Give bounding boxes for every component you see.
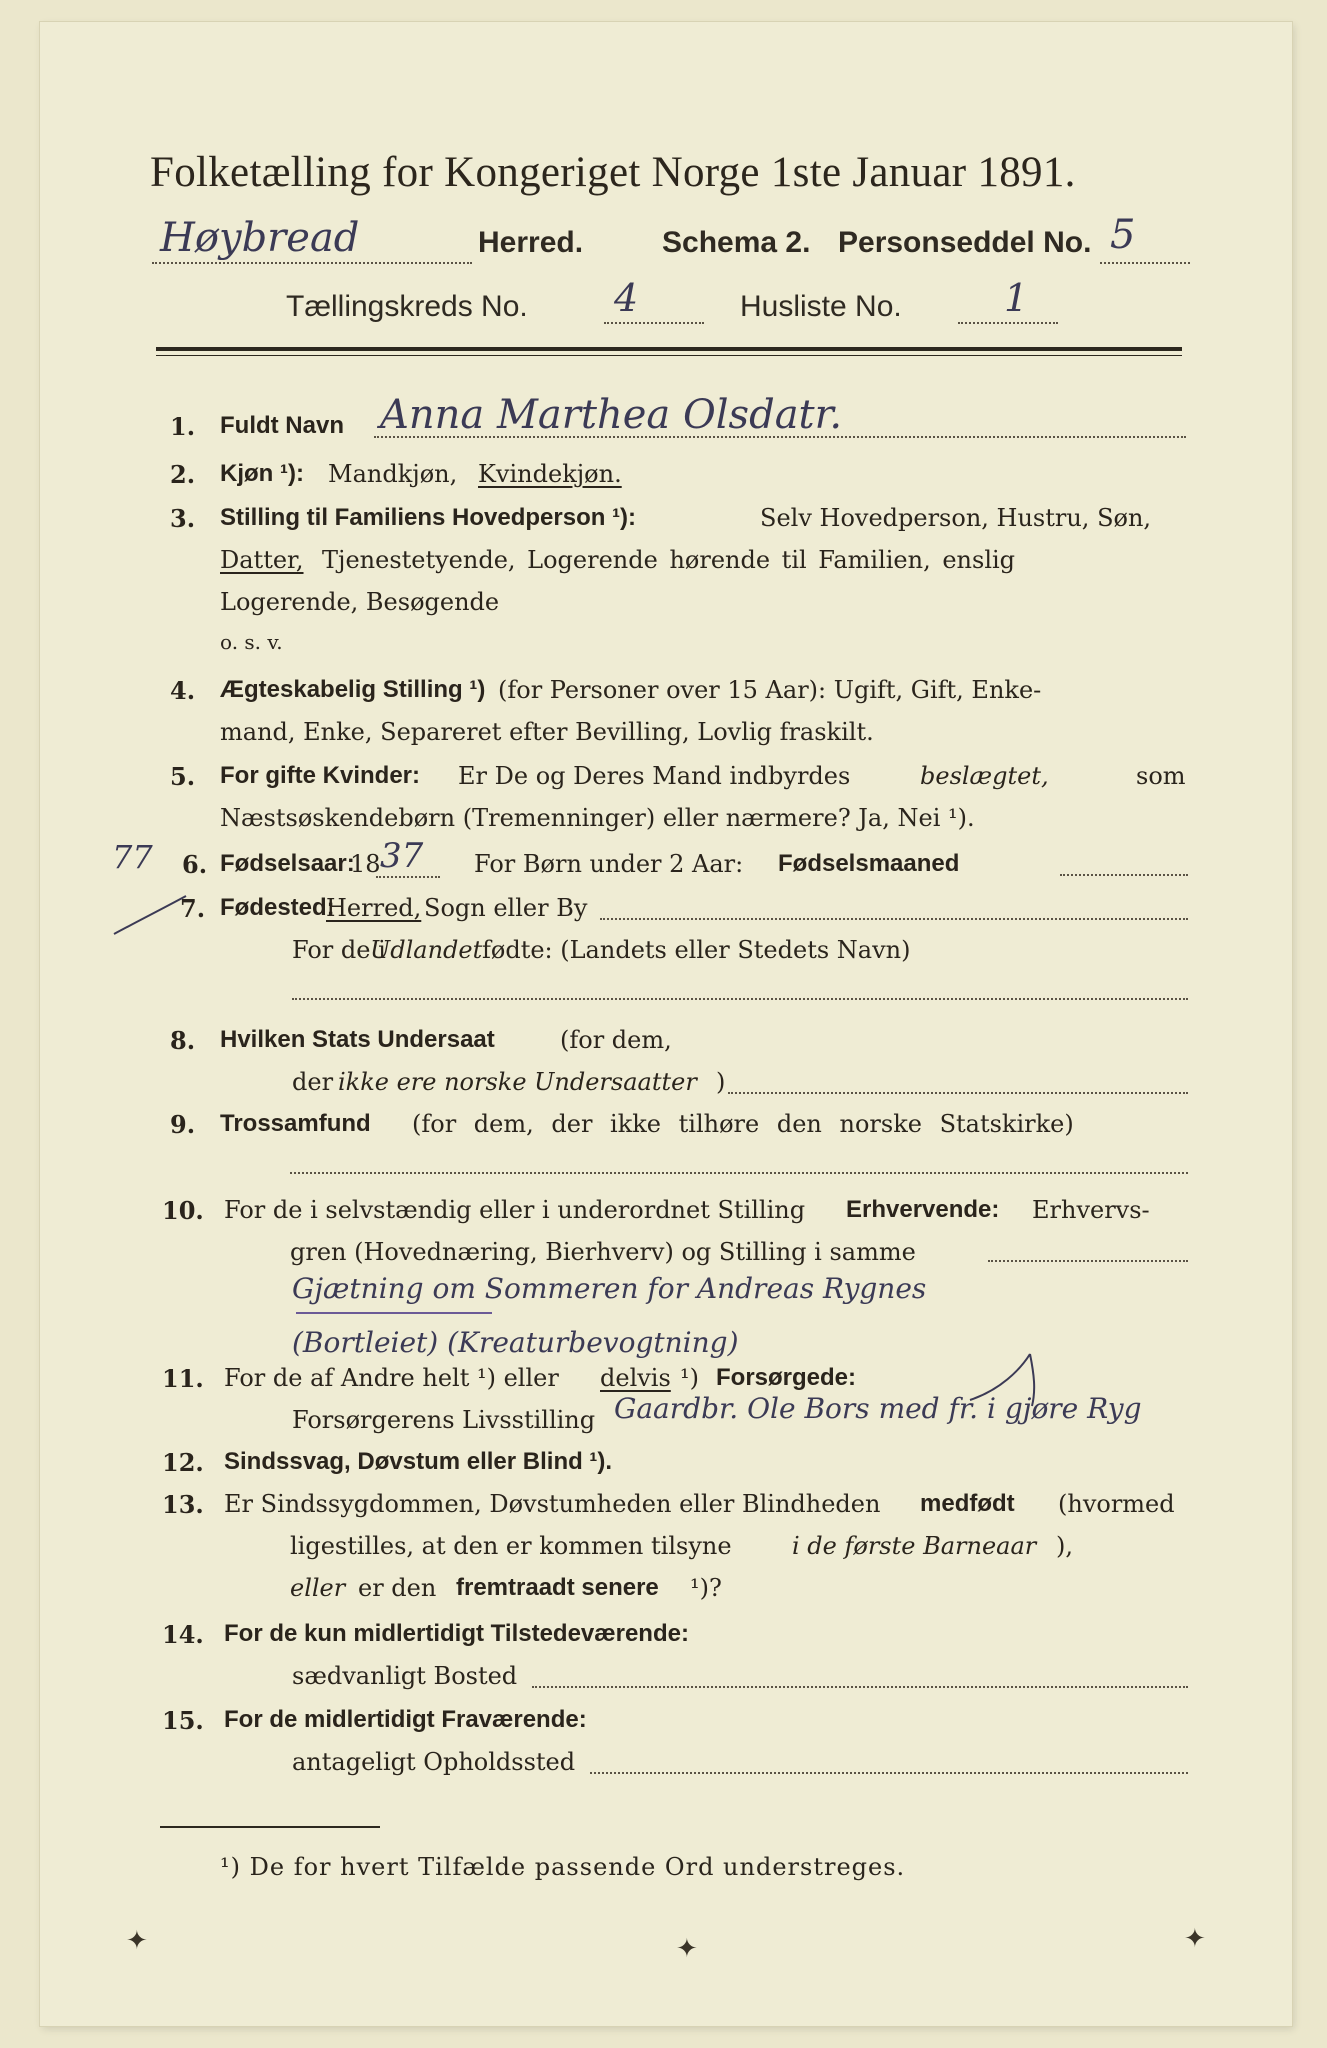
footnote-rule [160,1826,380,1828]
binding-mark-left: ✦ [126,1926,148,1956]
q7-label: Fødested: [220,894,335,921]
q15-number: 15. [162,1706,204,1735]
q7-margin-mark [110,890,190,938]
q5-line1b: beslægtet, [920,762,1049,790]
q2-label: Kjøn ¹): [220,460,304,487]
q3-line1: Selv Hovedperson, Hustru, Søn, [760,504,1152,532]
q11-line1c: Forsørgede: [716,1364,857,1391]
q11-provider-value: Gaardbr. Ole Bors med fr. i gjøre Ryg [614,1392,1142,1425]
husliste-dots [958,322,1058,324]
q7-number: 7. [180,894,206,923]
q6-year-value: 37 [380,836,424,876]
q1-dots [374,436,1186,438]
q6-margin-note: 77 [112,838,153,876]
q1-number: 1. [170,412,196,441]
footnote: ¹) De for hvert Tilfælde passende Ord understreges. [220,1853,906,1881]
q6-year-prefix: 18 [350,850,381,878]
q6-line: For Børn under 2 Aar: [474,850,744,878]
q4-number: 4. [170,676,196,705]
q13-line3c: fremtraadt senere [456,1574,659,1601]
q6-label: Fødselsaar: [220,850,355,877]
binding-mark-right: ✦ [1184,1924,1206,1954]
q13-line2a: ligestilles, at den er kommen tilsyne [290,1532,732,1560]
q14-line2: sædvanligt Bosted [292,1662,518,1690]
q2-option-kvindekjon: Kvindekjøn. [478,460,622,488]
q9-line: (for dem, der ikke tilhøre den norske Statskirke) [412,1110,1074,1138]
q8-number: 8. [170,1026,196,1055]
q10-line1b: Erhvervende: [846,1196,1000,1223]
q5-label: For gifte Kvinder: [220,762,421,789]
q11-number: 11. [162,1364,204,1393]
q9-dots [290,1172,1188,1174]
q10-strike-mark [296,1312,492,1314]
husliste-value: 1 [1004,276,1029,320]
q6-label2: Fødselsmaaned [778,850,960,877]
personseddel-label: Personseddel No. [838,226,1092,259]
herred-dots [152,262,472,264]
kreds-value: 4 [614,276,639,320]
q11-option-delvis: delvis [600,1364,671,1392]
q8-line2a: der [292,1068,334,1096]
q8-dots [728,1092,1188,1094]
q1-name-value: Anna Marthea Olsdatr. [380,392,843,438]
q8-line1: (for dem, [560,1026,672,1054]
q13-line2b: i de første Barneaar [792,1532,1037,1560]
husliste-label: Husliste No. [740,290,902,323]
q7-line2c: fødte: (Landets eller Stedets Navn) [482,936,911,964]
q7-dots2 [292,998,1188,1000]
q11-line1b: ¹) [680,1364,699,1392]
q3-label: Stilling til Familiens Hovedperson ¹): [220,504,637,531]
q5-line2: Næstsøskendebørn (Tremenninger) eller nærmere? Ja, Nei ¹). [220,804,975,832]
q7-line2a: For de i [292,936,386,964]
q5-line1a: Er De og Deres Mand indbyrdes [458,762,851,790]
kreds-label: Tællingskreds No. [286,290,528,323]
q6-year-dots [376,876,440,878]
q13-number: 13. [162,1490,204,1519]
q7-option-herred: Herred, [326,894,422,922]
q9-number: 9. [170,1110,196,1139]
q2-number: 2. [170,460,196,489]
q10-line2: gren (Hovednæring, Bierhverv) og Stilling i samme [290,1238,916,1266]
q15-dots [590,1772,1188,1774]
personseddel-value: 5 [1110,212,1136,258]
q3-line4: o. s. v. [220,630,283,654]
q6-month-dots [1060,874,1188,876]
q4-label: Ægteskabelig Stilling ¹) [220,676,486,703]
q14-label: For de kun midlertidigt Tilstedeværende: [224,1620,689,1647]
q7-dots1 [600,918,1188,920]
header-rule-thick [156,347,1182,351]
q10-number: 10. [162,1196,204,1225]
q13-line1a: Er Sindssygdommen, Døvstumheden eller Blindheden [224,1490,881,1518]
q8-line2b: ikke ere norske Undersaatter [338,1068,697,1096]
header-rule-thin [156,355,1182,356]
q5-number: 5. [170,762,196,791]
q4-line2: mand, Enke, Separeret efter Bevilling, Lovlig fraskilt. [220,718,874,746]
q3-line3: Logerende, Besøgende [220,588,500,616]
q12-label: Sindssvag, Døvstum eller Blind ¹). [224,1448,613,1475]
q10-occupation-line2: (Bortleiet) (Kreaturbevogtning) [292,1326,739,1359]
q8-label: Hvilken Stats Undersaat [220,1026,495,1053]
q10-line1a: For de i selvstændig eller i underordnet Stilling [224,1196,806,1224]
schema-label: Schema 2. [662,226,811,259]
q13-line3b: er den [358,1574,437,1602]
q9-label: Trossamfund [220,1110,371,1137]
q10-dots [988,1260,1188,1262]
binding-mark-center: ✦ [676,1934,698,1964]
q13-line1c: (hvormed [1058,1490,1175,1518]
q8-line2c: ) [716,1068,726,1096]
q4-line1: (for Personer over 15 Aar): Ugift, Gift, Enke- [498,676,1042,704]
q7-line2b: Udlandet [370,936,483,964]
q14-number: 14. [162,1620,204,1649]
q13-line3d: ¹)? [690,1574,722,1602]
q6-number: 6. [182,850,208,879]
q3-option-datter: Datter, [220,546,304,574]
q13-line1b: medfødt [920,1490,1015,1517]
q10-occupation-line1: Gjætning om Sommeren for Andreas Rygnes [292,1272,927,1305]
q14-dots [532,1686,1188,1688]
form-title: Folketælling for Kongeriget Norge 1ste Januar 1891. [150,149,1076,196]
q11-line2: Forsørgerens Livsstilling [292,1406,596,1434]
q15-label: For de midlertidigt Fraværende: [224,1706,587,1733]
q2-option-mandkjon: Mandkjøn, [328,460,458,488]
personseddel-dots [1100,262,1190,264]
q15-line2: antageligt Opholdssted [292,1748,576,1776]
q3-line2: Tjenestetyende, Logerende hørende til Familien, enslig [322,546,1016,574]
q11-line1a: For de af Andre helt ¹) eller [224,1364,559,1392]
q12-number: 12. [162,1448,204,1477]
q3-number: 3. [170,504,196,533]
q1-label: Fuldt Navn [220,412,344,439]
kreds-dots [604,322,704,324]
q13-line2c: ), [1056,1532,1073,1560]
herred-value: Høybread [160,215,360,261]
q7-line1: Sogn eller By [424,894,588,922]
q5-line1c: som [1136,762,1186,790]
q13-line3a: eller [290,1574,346,1602]
herred-label: Herred. [478,226,584,259]
q10-line1c: Erhvervs- [1032,1196,1150,1224]
